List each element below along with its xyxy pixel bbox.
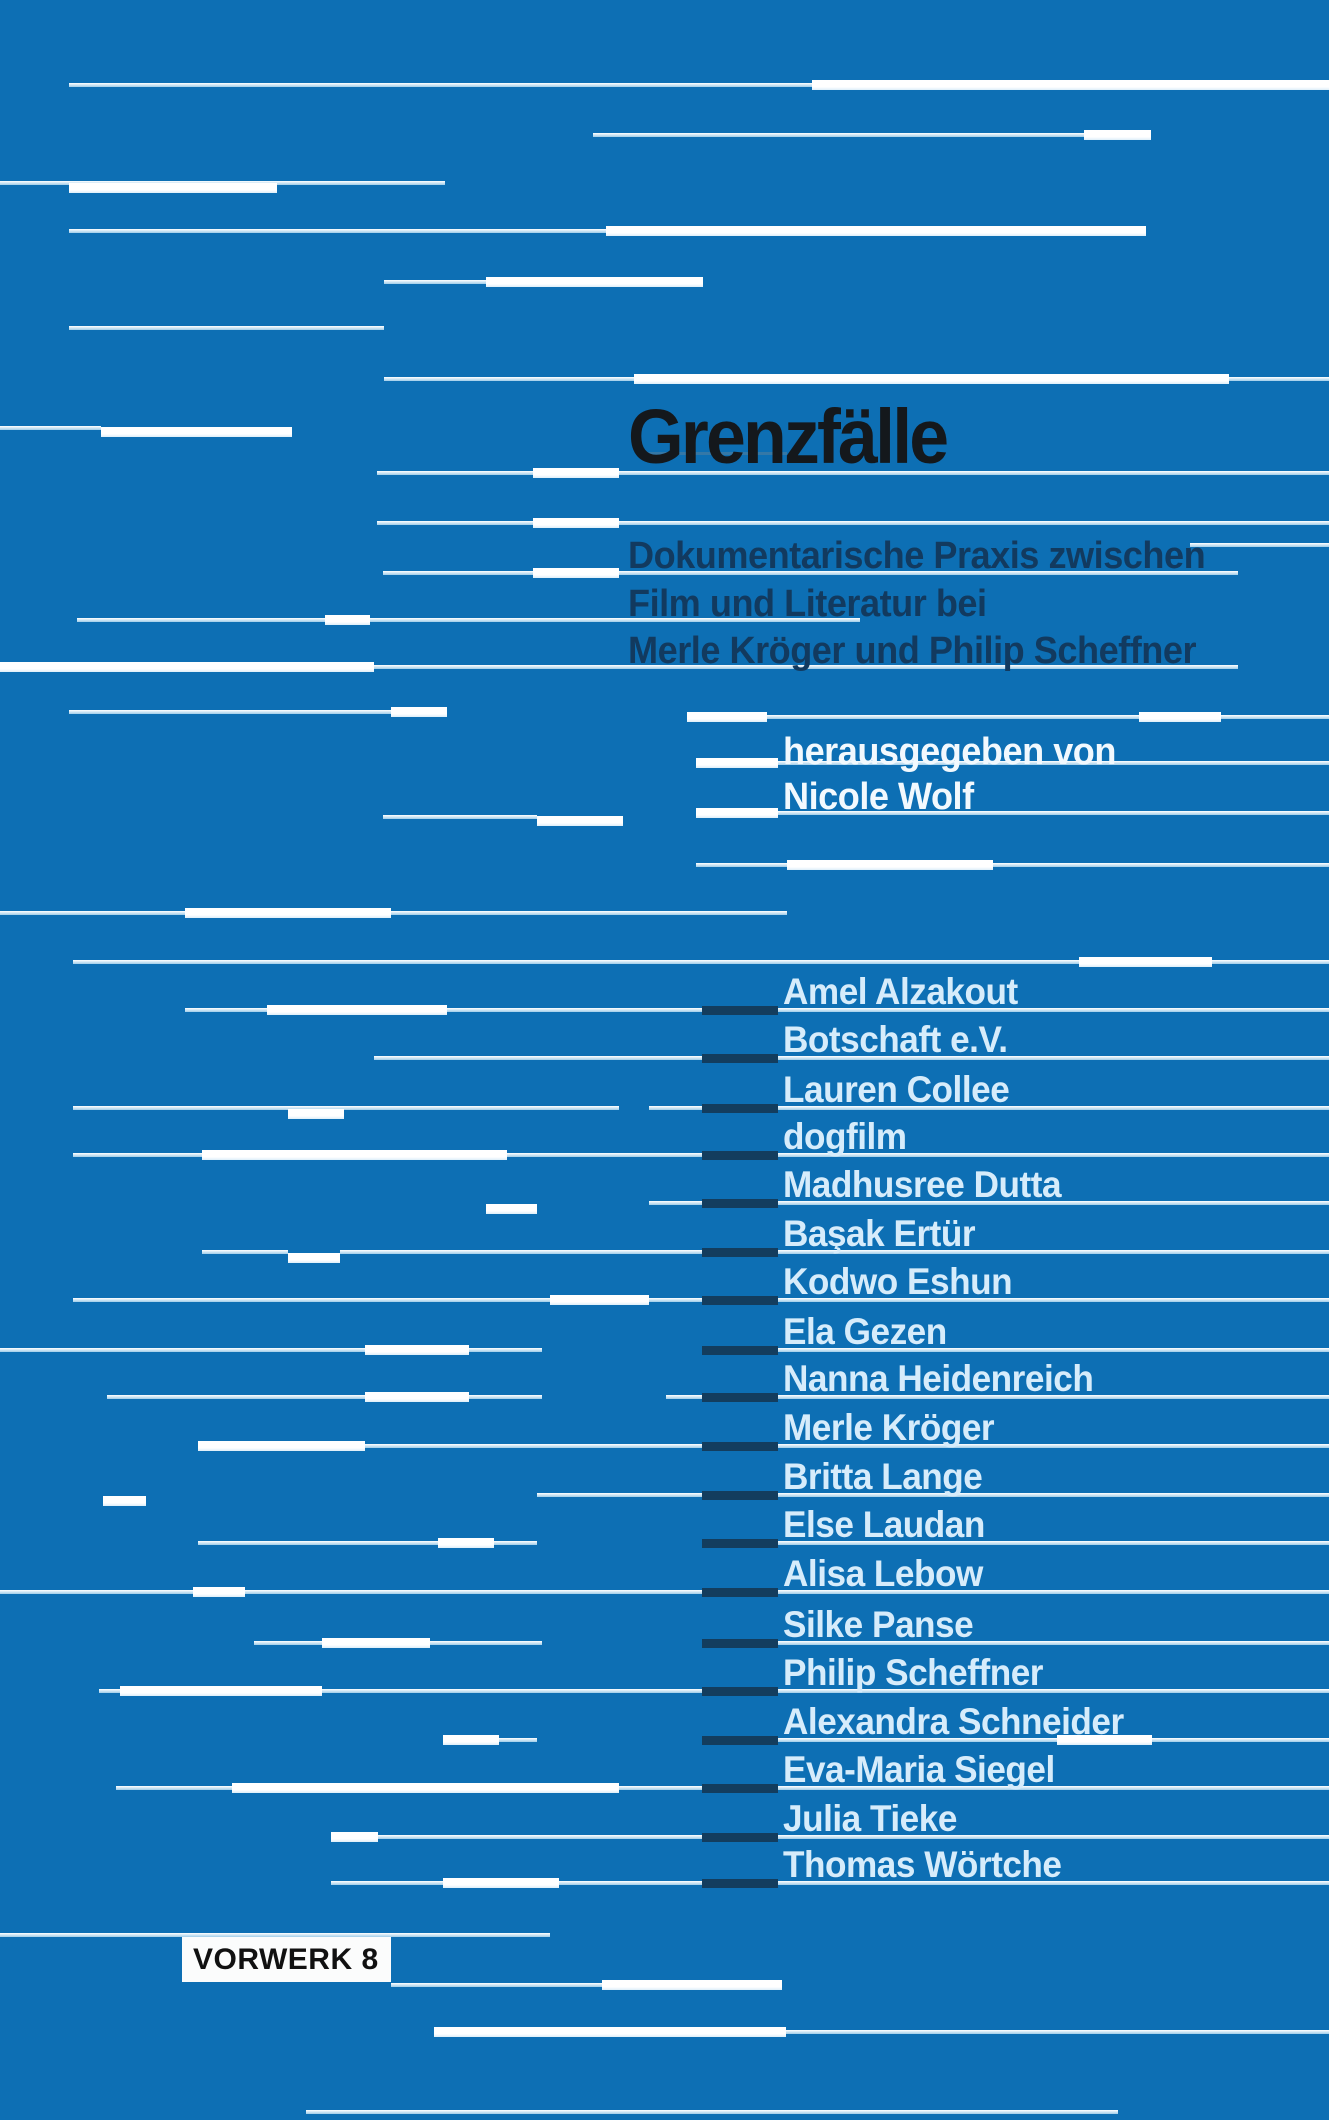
- contributor-name: Else Laudan: [783, 1504, 985, 1545]
- decor-line: [383, 571, 533, 575]
- decor-line: [288, 1253, 340, 1263]
- decor-line: [384, 377, 634, 381]
- decor-line: [812, 80, 1329, 90]
- decor-line: [696, 758, 778, 768]
- contributor-name: Botschaft e.V.: [783, 1019, 1008, 1060]
- decor-line: [787, 860, 993, 870]
- decor-line: [550, 1295, 649, 1305]
- contributor-name: Madhusree Dutta: [783, 1164, 1062, 1205]
- decor-line: [619, 521, 1329, 525]
- contributor-name: Amel Alzakout: [783, 971, 1018, 1012]
- decor-line: [702, 1442, 778, 1451]
- decor-line: [198, 1441, 365, 1451]
- decor-line: [702, 1296, 778, 1305]
- decor-line: [0, 1348, 365, 1352]
- decor-line: [702, 1639, 778, 1648]
- decor-line: [245, 1590, 702, 1594]
- decor-line: [391, 1983, 602, 1987]
- decor-line: [69, 229, 606, 233]
- decor-line: [116, 1786, 232, 1790]
- decor-line: [767, 715, 1139, 719]
- decor-line: [340, 1250, 702, 1254]
- decor-line: [443, 1878, 559, 1888]
- decor-line: [533, 468, 619, 478]
- decor-line: [198, 1541, 438, 1545]
- decor-line: [267, 1005, 447, 1015]
- decor-line: [649, 1106, 702, 1110]
- subtitle-line-2: Film und Literatur bei: [628, 583, 987, 625]
- decor-line: [702, 1199, 778, 1208]
- contributor-name: Thomas Wörtche: [783, 1844, 1062, 1885]
- decor-line: [593, 133, 1084, 137]
- decor-line: [1079, 957, 1212, 967]
- decor-line: [702, 1346, 778, 1355]
- decor-line: [486, 1204, 537, 1214]
- decor-line: [696, 808, 778, 818]
- contributor-name: Merle Kröger: [783, 1407, 995, 1448]
- decor-line: [101, 427, 292, 437]
- decor-line: [365, 1345, 469, 1355]
- decor-line: [322, 1689, 702, 1693]
- decor-line: [634, 374, 1229, 384]
- decor-line: [377, 521, 533, 525]
- decor-line: [702, 1879, 778, 1888]
- decor-line: [365, 1392, 469, 1402]
- decor-line: [0, 911, 185, 915]
- decor-line: [0, 426, 101, 430]
- decor-line: [73, 1153, 202, 1157]
- decor-line: [0, 1590, 193, 1594]
- decor-line: [696, 863, 787, 867]
- decor-line: [331, 1832, 378, 1842]
- contributor-name: Eva-Maria Siegel: [783, 1749, 1055, 1790]
- decor-line: [702, 1736, 778, 1745]
- decor-line: [702, 1539, 778, 1548]
- decor-line: [69, 326, 384, 330]
- contributor-name: Ela Gezen: [783, 1311, 947, 1352]
- decor-line: [438, 1538, 494, 1548]
- decor-line: [1212, 960, 1329, 964]
- decor-line: [499, 1738, 537, 1742]
- decor-line: [602, 1980, 782, 1990]
- decor-line: [1084, 130, 1151, 140]
- decor-line: [533, 568, 619, 578]
- decor-line: [702, 1054, 778, 1063]
- decor-line: [202, 1150, 507, 1160]
- contributor-name: Kodwo Eshun: [783, 1261, 1013, 1302]
- decor-line: [486, 277, 703, 287]
- decor-line: [702, 1104, 778, 1113]
- contributor-name: Alisa Lebow: [783, 1553, 983, 1594]
- decor-line: [537, 816, 623, 826]
- decor-line: [702, 1588, 778, 1597]
- contributor-name: Philip Scheffner: [783, 1652, 1043, 1693]
- decor-line: [325, 615, 370, 625]
- decor-line: [786, 2030, 1329, 2034]
- decor-line: [383, 815, 537, 819]
- contributor-name: Britta Lange: [783, 1456, 983, 1497]
- decor-line: [73, 960, 1079, 964]
- decor-line: [447, 1008, 702, 1012]
- decor-line: [374, 1056, 702, 1060]
- decor-line: [120, 1686, 322, 1696]
- decor-line: [507, 1153, 702, 1157]
- subtitle-line-1: Dokumentarische Praxis zwischen: [628, 535, 1206, 577]
- decor-line: [666, 1395, 702, 1399]
- decor-line: [322, 1638, 430, 1648]
- decor-line: [533, 518, 619, 528]
- decor-line: [702, 1491, 778, 1500]
- decor-line: [378, 1835, 702, 1839]
- decor-line: [254, 1641, 322, 1645]
- decor-line: [494, 1541, 537, 1545]
- decor-line: [384, 280, 486, 284]
- decor-line: [77, 618, 325, 622]
- decor-line: [443, 1735, 499, 1745]
- editor-line-2: Nicole Wolf: [783, 776, 974, 818]
- decor-line: [430, 1641, 542, 1645]
- decor-line: [1229, 377, 1329, 381]
- decor-line: [702, 1248, 778, 1257]
- decor-line: [69, 83, 812, 87]
- decor-line: [331, 1881, 443, 1885]
- decor-line: [702, 1006, 778, 1015]
- decor-line: [469, 1348, 542, 1352]
- decor-line: [537, 1493, 702, 1497]
- decor-line: [1152, 1738, 1329, 1742]
- decor-line: [0, 662, 374, 672]
- decor-line: [606, 226, 1146, 236]
- decor-line: [107, 1395, 365, 1399]
- decor-line: [1190, 543, 1329, 547]
- decor-line: [619, 1786, 702, 1790]
- decor-line: [649, 1298, 702, 1302]
- decor-line: [288, 1109, 344, 1119]
- decor-line: [185, 908, 391, 918]
- decor-line: [202, 1250, 288, 1254]
- decor-line: [306, 2110, 1118, 2114]
- decor-line: [434, 2027, 786, 2037]
- decor-line: [687, 712, 767, 722]
- subtitle-line-3: Merle Kröger und Philip Scheffner: [628, 630, 1197, 672]
- decor-line: [69, 710, 391, 714]
- decor-line: [702, 1833, 778, 1842]
- decor-line: [73, 1298, 550, 1302]
- editor-line-1: herausgegeben von: [783, 731, 1116, 773]
- decor-line: [193, 1587, 245, 1597]
- decor-line: [469, 1395, 542, 1399]
- decor-line: [377, 471, 533, 475]
- contributor-name: Nanna Heidenreich: [783, 1358, 1094, 1399]
- contributor-name: Silke Panse: [783, 1604, 974, 1645]
- contributor-name: Lauren Collee: [783, 1069, 1010, 1110]
- decor-line: [391, 911, 787, 915]
- decor-line: [559, 1881, 702, 1885]
- decor-line: [185, 1008, 267, 1012]
- publisher-logo: [182, 1937, 391, 1982]
- publisher-name: VORWERK 8: [193, 1942, 379, 1976]
- decor-line: [702, 1687, 778, 1696]
- decor-line: [702, 1151, 778, 1160]
- decor-line: [702, 1784, 778, 1793]
- decor-line: [993, 863, 1329, 867]
- contributor-name: Başak Ertür: [783, 1213, 976, 1254]
- decor-line: [391, 707, 447, 717]
- decor-line: [1221, 715, 1329, 719]
- decor-line: [1139, 712, 1221, 722]
- decor-line: [649, 1201, 702, 1205]
- book-title: Grenzfälle: [628, 394, 947, 480]
- decor-line: [103, 1496, 146, 1506]
- decor-line: [73, 1106, 619, 1110]
- contributor-name: dogfilm: [783, 1116, 907, 1157]
- decor-line: [69, 183, 277, 193]
- contributor-name: Alexandra Schneider: [783, 1701, 1124, 1742]
- contributor-name: Julia Tieke: [783, 1798, 957, 1839]
- decor-line: [99, 1689, 120, 1693]
- decor-line: [365, 1444, 702, 1448]
- decor-line: [232, 1783, 619, 1793]
- decor-line: [702, 1393, 778, 1402]
